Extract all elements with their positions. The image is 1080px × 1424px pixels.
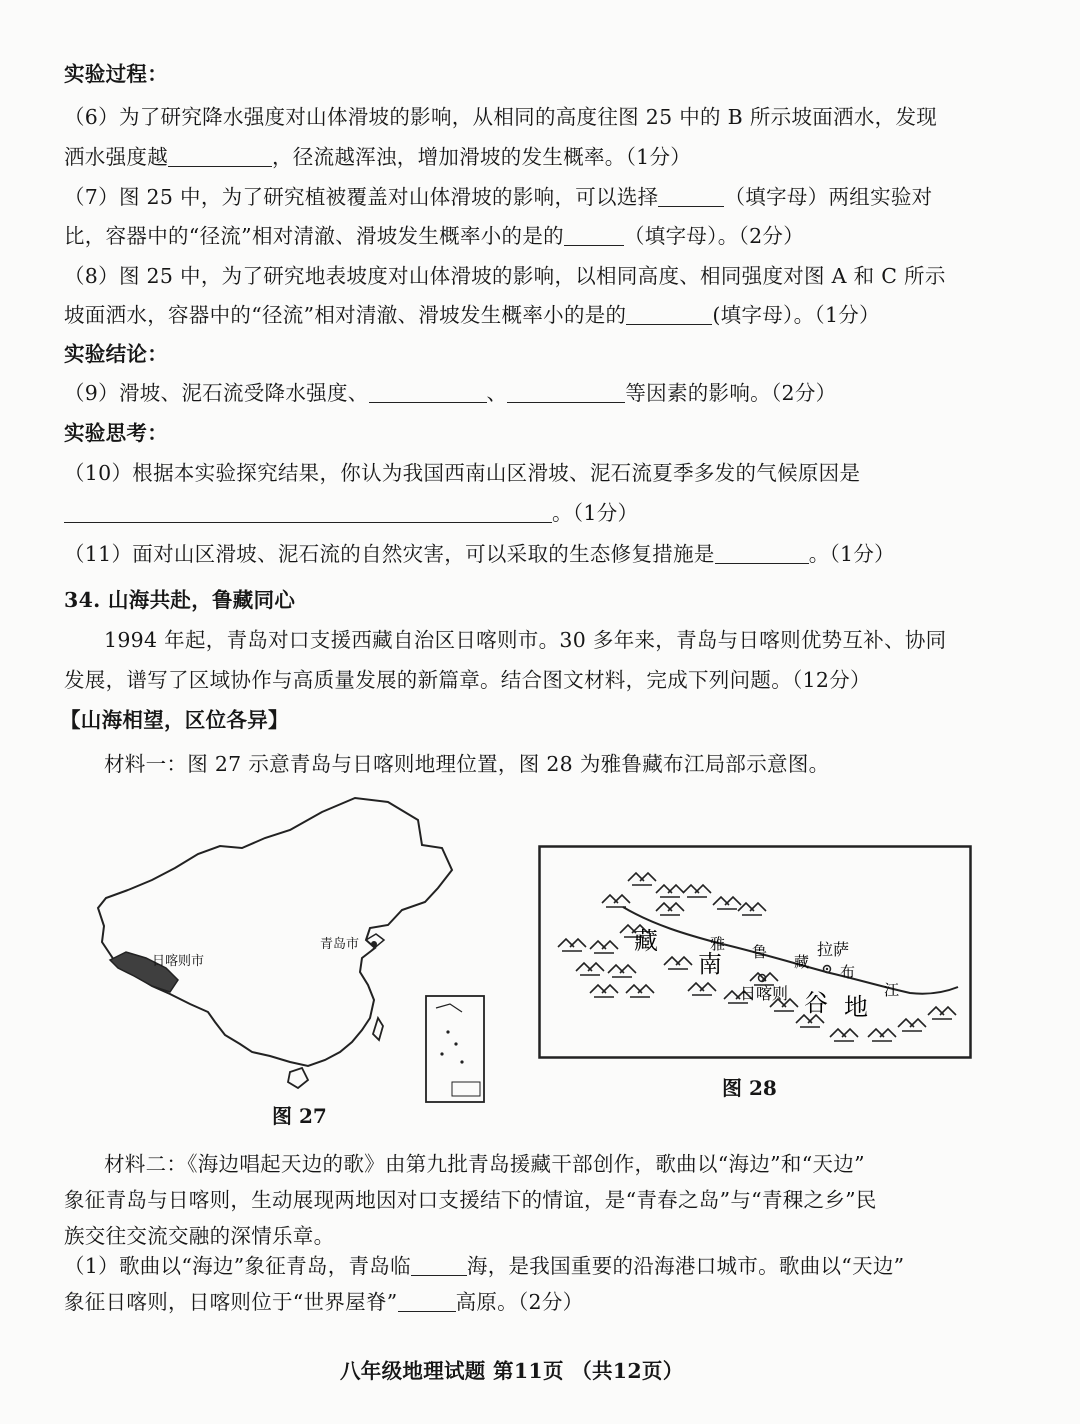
q7-text-d: （填字母）。（2分） [623, 224, 805, 248]
mountain-symbol [608, 965, 636, 977]
fig27-caption: 图 27 [272, 1104, 327, 1128]
mountain-symbol [683, 885, 711, 897]
q9-text-c: 等因素的影响。（2分） [625, 381, 837, 405]
q7-answer-blank-2[interactable] [564, 225, 624, 246]
mountain-symbol [688, 983, 716, 995]
mountain-symbol [830, 1029, 858, 1041]
q9-answer-blank-1[interactable] [369, 382, 487, 403]
q11-text-a: （11）面对山区滑坡、泥石流的自然灾害，可以采取的生态修复措施是 [64, 542, 715, 566]
mountain-symbol [738, 903, 766, 915]
q1-text-d: 高原。（2分） [455, 1290, 584, 1314]
q9-text-b: 、 [486, 381, 508, 405]
exp-conclusion-heading: 实验结论： [64, 342, 168, 366]
lasa-dot-center [826, 968, 828, 970]
q1-answer-blank-2[interactable] [398, 1291, 456, 1312]
south-china-sea-inset [426, 996, 484, 1102]
q9-text-a: （9）滑坡、泥石流受降水强度、 [64, 381, 369, 405]
q6-answer-blank[interactable] [168, 146, 272, 167]
fig28-label-gu: 谷 [804, 989, 828, 1017]
mountain-symbol [664, 957, 692, 969]
q10-text-b: 。（1分） [552, 501, 639, 525]
q7-line1 [64, 183, 932, 211]
fig28-label-rikaze: 日喀则 [740, 984, 789, 1003]
q9-answer-blank-2[interactable] [507, 382, 625, 403]
q10-line2 [64, 499, 638, 527]
mountain-symbol [590, 941, 618, 953]
q7-text-c: 比，容器中的“径流”相对清澈、滑坡发生概率小的是的 [64, 224, 564, 248]
fig28-label-di: 地 [844, 993, 868, 1021]
fig27-label-rikaze: 日喀则市 [152, 954, 205, 969]
q8-text-a: 坡面洒水，容器中的“径流”相对清澈、滑坡发生概率小的是的 [64, 303, 627, 327]
mountain-symbol [558, 939, 586, 951]
taiwan-island [373, 1018, 383, 1040]
q11-text-b: 。（1分） [808, 542, 895, 566]
fig28-label-lu: 鲁 [752, 943, 768, 961]
q6-text-a: 洒水强度越 [64, 145, 168, 169]
mountain-symbol [656, 903, 684, 915]
fig28-label-zang: 藏 [634, 927, 658, 955]
yarlung-river-line [623, 907, 958, 994]
q34-intro-line2: 发展，谱写了区域协作与高质量发展的新篇章。结合图文材料，完成下列问题。（12分） [64, 668, 871, 692]
mountain-symbol [656, 885, 684, 897]
q8-line1: （8）图 25 中，为了研究地表坡度对山体滑坡的影响，以相同高度、相同强度对图 A 和 C 所示 [64, 264, 946, 288]
q8-text-b: (填字母）。（1分） [712, 303, 880, 327]
q6-line1: （6）为了研究降水强度对山体滑坡的影响，从相同的高度往图 25 中的 B 所示坡面洒水，发现 [64, 105, 938, 129]
material1-text: 材料一：图 27 示意青岛与日喀则地理位置，图 28 为雅鲁藏布江局部示意图。 [104, 752, 830, 776]
section-heading: 【山海相望，区位各异】 [60, 708, 289, 732]
fig28-label-lasa: 拉萨 [817, 940, 850, 959]
fig28-label-nan: 南 [698, 950, 722, 978]
figure-28-yarlung-map [538, 845, 972, 1059]
mountain-symbol [928, 1007, 956, 1019]
mountain-symbol [898, 1019, 926, 1031]
mountain-symbol [713, 897, 741, 909]
q1-text-a: （1）歌曲以“海边”象征青岛，青岛临 [64, 1254, 411, 1278]
exp-thinking-heading: 实验思考： [64, 421, 168, 445]
fig28-label-ya: 雅 [710, 935, 726, 953]
fig27-label-qingdao: 青岛市 [320, 937, 360, 952]
mountain-symbol [602, 895, 630, 907]
mountain-symbol [628, 873, 656, 885]
mountain-symbol [868, 1029, 896, 1041]
q11-answer-blank[interactable] [715, 543, 809, 564]
q1-answer-blank-1[interactable] [411, 1255, 467, 1276]
q1-text-b: 海，是我国重要的沿海港口城市。歌曲以“天边” [466, 1254, 905, 1278]
q6-text-b: ，径流越浑浊，增加滑坡的发生概率。（1分） [272, 145, 692, 169]
q9-line [64, 379, 836, 407]
q34-title: 34. 山海共赴，鲁藏同心 [64, 588, 296, 612]
q7-answer-blank-1[interactable] [658, 186, 724, 207]
material2-line1: 材料二：《海边唱起天边的歌》由第九批青岛援藏干部创作，歌曲以“海边”和“天边” [104, 1152, 865, 1176]
q8-answer-blank[interactable] [626, 304, 712, 325]
fig28-label-jiang: 江 [884, 981, 900, 999]
fig28-label-bu: 布 [840, 963, 856, 981]
q34-intro-line1: 1994 年起，青岛对口支援西藏自治区日喀则市。30 多年来，青岛与日喀则优势互补、协同 [104, 628, 947, 652]
fig28-caption: 图 28 [722, 1076, 777, 1100]
q10-answer-blank[interactable] [64, 502, 552, 523]
q1-line1 [64, 1252, 904, 1280]
figure-27-china-map [70, 790, 510, 1110]
exp-process-heading: 实验过程： [64, 62, 168, 86]
material2-line3: 族交往交流交融的深情乐章。 [64, 1224, 335, 1248]
material2-line2: 象征青岛与日喀则，生动展现两地因对口支援结下的情谊，是“青春之岛”与“青稞之乡”民 [64, 1188, 877, 1212]
q11-line [64, 540, 895, 568]
q7-text-a: （7）图 25 中，为了研究植被覆盖对山体滑坡的影响，可以选择 [64, 185, 659, 209]
fig28-label-zang2: 藏 [794, 953, 810, 971]
mountain-symbol [590, 985, 618, 997]
hainan-island [288, 1068, 308, 1088]
page-footer: 八年级地理试题 第11页 （共12页） [340, 1359, 684, 1383]
q7-text-b: （填字母）两组实验对 [724, 185, 933, 209]
qingdao-dot [371, 941, 377, 947]
q1-line2 [64, 1288, 583, 1316]
q7-line2 [64, 222, 804, 250]
mountain-symbol [626, 985, 654, 997]
q6-line2 [64, 143, 691, 171]
q1-text-c: 象征日喀则，日喀则位于“世界屋脊” [64, 1290, 398, 1314]
q8-line2 [64, 301, 880, 329]
q10-line1: （10）根据本实验探究结果，你认为我国西南山区滑坡、泥石流夏季多发的气候原因是 [64, 461, 861, 485]
china-outline [98, 798, 452, 1066]
mountain-symbol [576, 963, 604, 975]
